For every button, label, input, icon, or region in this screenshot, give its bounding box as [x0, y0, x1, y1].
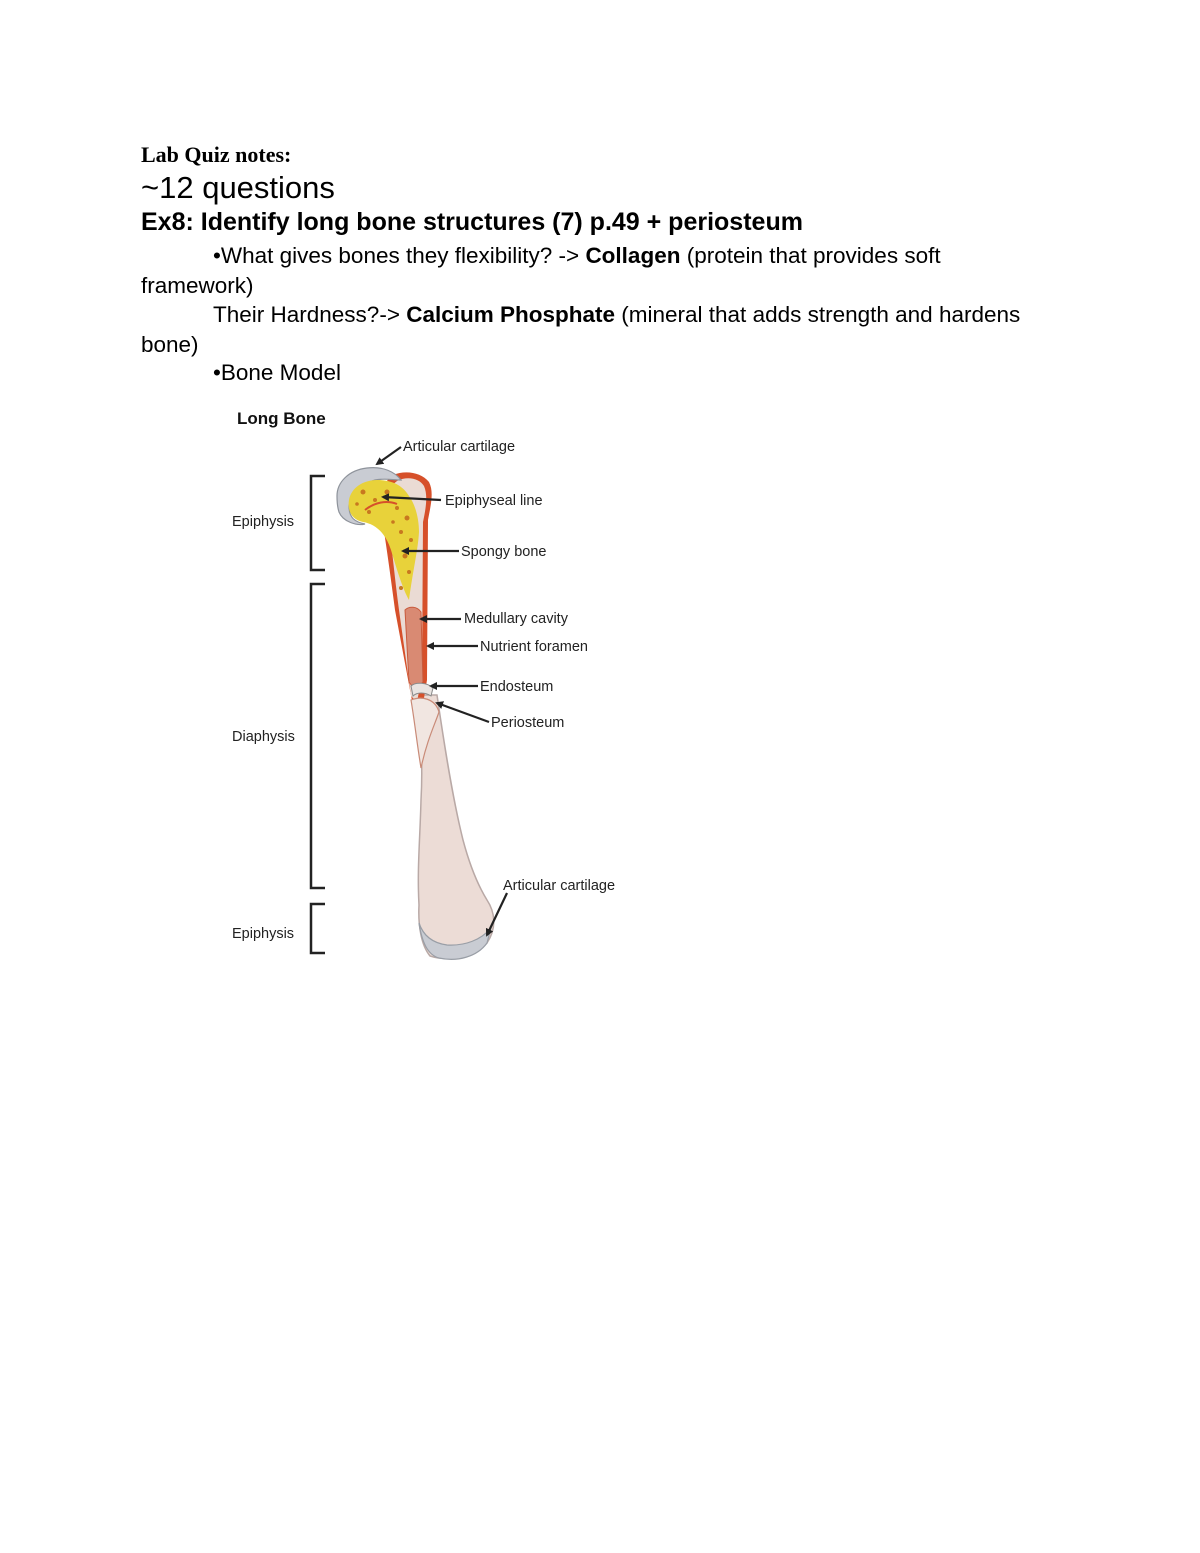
- epiphysis-bottom-label: Epiphysis: [232, 926, 295, 942]
- long-bone-diagram: [225, 400, 645, 970]
- hardness-answer: Calcium Phosphate: [406, 302, 616, 327]
- flexibility-paragraph: [141, 241, 1051, 300]
- exercise-heading: Ex8: Identify long bone structures (7) p.49 + periosteum: [141, 208, 803, 236]
- label-endosteum: Endosteum: [480, 679, 554, 695]
- label-epiphyseal-line: Epiphyseal line: [445, 493, 543, 509]
- label-articular-cartilage-bottom: Articular cartilage: [503, 878, 616, 894]
- epiphysis-top-bracket: [311, 476, 325, 570]
- diaphysis-label: Diaphysis: [232, 729, 295, 745]
- bone-model-text: •Bone Model: [213, 360, 341, 385]
- label-articular-cartilage-top: Articular cartilage: [403, 439, 516, 455]
- flexibility-answer: Collagen: [585, 243, 681, 268]
- bone-model-line: [141, 358, 1051, 388]
- label-spongy-bone: Spongy bone: [461, 544, 547, 560]
- hardness-question: Their Hardness?->: [213, 302, 407, 327]
- flexibility-question: •What gives bones they flexibility? ->: [213, 243, 586, 268]
- label-nutrient-foramen: Nutrient foramen: [480, 639, 588, 655]
- long-bone-svg: [225, 400, 645, 970]
- epiphysis-top-label: Epiphysis: [232, 514, 295, 530]
- notes-title: Lab Quiz notes:: [141, 142, 292, 167]
- hardness-paragraph: [141, 300, 1051, 359]
- arrow-periosteum: [437, 703, 489, 722]
- diaphysis-bracket: [311, 584, 325, 888]
- hardness-detail: (mineral that adds strength and hardens bone): [141, 302, 1021, 357]
- label-periosteum: Periosteum: [491, 715, 565, 731]
- question-count: ~12 questions: [141, 170, 335, 205]
- epiphysis-bottom-bracket: [311, 904, 325, 953]
- arrow-articular-top: [377, 447, 401, 464]
- flexibility-detail: (protein that provides soft framework): [141, 243, 941, 298]
- diagram-title: Long Bone: [237, 409, 326, 428]
- label-medullary-cavity: Medullary cavity: [464, 611, 568, 627]
